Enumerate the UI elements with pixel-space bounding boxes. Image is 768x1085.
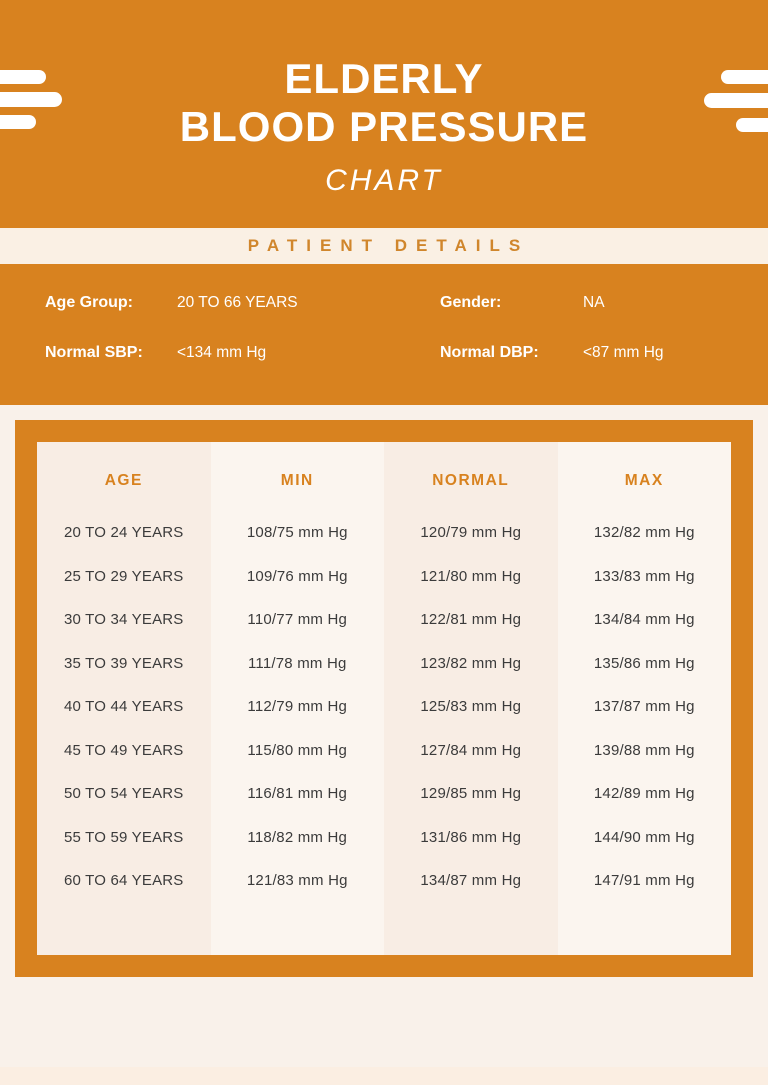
max-cell: 144/90 mm Hg: [593, 828, 695, 846]
title-line-chart: CHART: [325, 164, 443, 197]
age-group-label: Age Group:: [45, 294, 133, 311]
normal-cell: 123/82 mm Hg: [420, 654, 522, 672]
normal-dbp-label: Normal DBP:: [440, 344, 539, 361]
max-cell: 139/88 mm Hg: [593, 741, 695, 759]
age-cell: 25 TO 29 YEARS: [63, 567, 184, 585]
min-cell: 121/83 mm Hg: [246, 872, 348, 890]
min-cell: 118/82 mm Hg: [247, 828, 348, 846]
age-cell: 35 TO 39 YEARS: [63, 654, 184, 672]
normal-dbp-value: <87 mm Hg: [583, 344, 664, 361]
patient-details-band: [0, 264, 768, 405]
age-cell: 50 TO 54 YEARS: [63, 785, 184, 803]
normal-cell: 125/83 mm Hg: [420, 698, 522, 716]
max-cell: 142/89 mm Hg: [593, 785, 695, 803]
max-cell: 147/91 mm Hg: [593, 872, 695, 890]
bp-table-column-normal: [384, 442, 558, 955]
patient-details-heading: PATIENT DETAILS: [247, 236, 530, 255]
min-cell: 111/78 mm Hg: [247, 654, 347, 672]
gender-value: NA: [583, 294, 605, 311]
max-cell: 134/84 mm Hg: [593, 611, 695, 629]
column-header-normal: NORMAL: [432, 472, 510, 489]
age-cell: 20 TO 24 YEARS: [63, 524, 184, 542]
min-cell: 108/75 mm Hg: [246, 524, 348, 542]
normal-cell: 131/86 mm Hg: [420, 828, 522, 846]
min-cell: 110/77 mm Hg: [247, 611, 348, 629]
normal-cell: 120/79 mm Hg: [420, 524, 522, 542]
bp-table-column-max: [558, 442, 732, 955]
bp-table: [37, 442, 731, 955]
age-cell: 45 TO 49 YEARS: [63, 741, 184, 759]
bp-table-card: [15, 420, 753, 977]
title-line-elderly: ELDERLY: [284, 55, 484, 102]
age-group-value: 20 TO 66 YEARS: [177, 294, 298, 311]
max-cell: 135/86 mm Hg: [593, 654, 695, 672]
title-line-blood-pressure: BLOOD PRESSURE: [179, 103, 589, 150]
age-cell: 40 TO 44 YEARS: [63, 698, 184, 716]
column-header-min: MIN: [280, 472, 314, 489]
patient-details-grid: [45, 294, 738, 362]
page-title: [0, 55, 768, 201]
gender-label: Gender:: [440, 294, 502, 311]
min-cell: 112/79 mm Hg: [247, 698, 348, 716]
column-header-max: MAX: [624, 472, 664, 489]
age-cell: 30 TO 34 YEARS: [63, 611, 184, 629]
bp-table-column-age: [37, 442, 211, 955]
normal-sbp-label: Normal SBP:: [45, 344, 143, 361]
normal-cell: 134/87 mm Hg: [420, 872, 522, 890]
min-cell: 115/80 mm Hg: [247, 741, 348, 759]
normal-cell: 122/81 mm Hg: [420, 611, 522, 629]
bp-table-column-min: [211, 442, 385, 955]
min-cell: 116/81 mm Hg: [247, 785, 348, 803]
bottom-accent-band: [0, 1067, 768, 1085]
age-cell: 60 TO 64 YEARS: [63, 872, 184, 890]
max-cell: 132/82 mm Hg: [593, 524, 695, 542]
normal-cell: 127/84 mm Hg: [420, 741, 522, 759]
age-cell: 55 TO 59 YEARS: [63, 828, 184, 846]
normal-cell: 129/85 mm Hg: [420, 785, 522, 803]
patient-details-strip: [0, 228, 768, 264]
column-header-age: AGE: [104, 472, 143, 489]
normal-cell: 121/80 mm Hg: [420, 567, 522, 585]
max-cell: 137/87 mm Hg: [593, 698, 695, 716]
min-cell: 109/76 mm Hg: [246, 567, 348, 585]
header-banner: [0, 0, 768, 228]
max-cell: 133/83 mm Hg: [593, 567, 695, 585]
normal-sbp-value: <134 mm Hg: [177, 344, 267, 361]
